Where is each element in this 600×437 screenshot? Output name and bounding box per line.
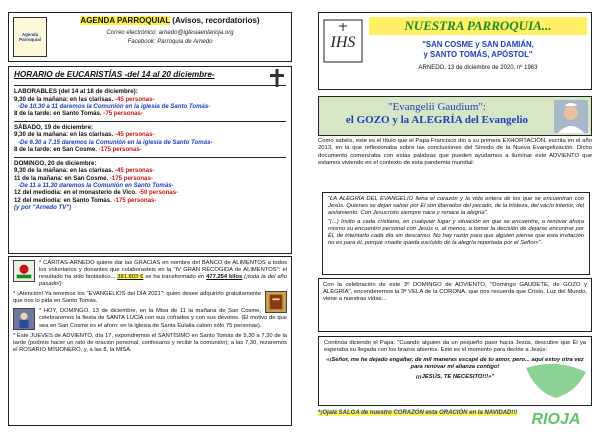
- schedule-line: 8 de la tarde: en Santo Tomás. -75 personas-: [14, 110, 143, 118]
- newsletter-title: NUESTRA PARROQUIA...: [369, 17, 587, 35]
- schedule-line: 9,30 de la mañana: en las clarisas. -45 personas-: [14, 167, 155, 175]
- schedule-sections: [14, 85, 286, 212]
- notice-santa-lucia: * HOY, DOMINGO, 13 de diciembre, en la Misa de 11 la mañana de San Cosme, celebraremos la fiesta de SANTA LUCÍA con sus cofrades y con sus devotos. (El motivo de que sea en San Cosme es el aforo: en la iglesia de Santa Eulalia caben sólo 75 personas).: [13, 308, 287, 329]
- intro-text: Como sabéis, este es el título que el Papa Francisco dio a su primera EXHORTACIÓN, escrita en el año 2013, en la que reflexionaba sobre las conclusiones del Sínodo de la Nueva Evangelización. Dicho documento comenzaba con estas palabras que pueden ayudarnos a iluminar este ADVIENTO que estamos viviendo en el contexto de esta pandemia mundial:: [318, 138, 592, 166]
- schedule-line: 8 de la tarde: en San Cosme. -175 personas-: [14, 146, 142, 154]
- gaudete-box: Con la celebración de este 3º DOMINGO de ADVIENTO, "Domingo GAUDETE, de GOZO y ALEGRÍA", encenderemos la 3ª VELA de la CORONA, que nos recuerda que Cristo, Luz del Mundo, viene a nuestras vidas...: [318, 278, 592, 332]
- schedule-line: 12 del mediodía: en el monasterio de Vico. -50 personas-: [14, 189, 179, 197]
- notice-evangelios: * ¡Atención! Ya tenemos los "EVANGELIOS del DÍA 2021": quien desee adquirirlo gratuitamente que nos lo pida en Santo Tomás.: [13, 291, 287, 305]
- schedule-line: 12 del mediodía: en Santo Tomás. -175 personas-: [14, 196, 157, 204]
- mass-schedule: [8, 66, 292, 254]
- ihs-monogram-icon: [323, 19, 363, 63]
- schedule-line: -De 10.30 a 11 daremos la Comunión en la iglesia de Santo Tomás-: [18, 102, 211, 110]
- facebook-line: Facebook: Parroquia de Arnedo: [127, 39, 213, 45]
- schedule-line: -De 11 a 11.30 daremos la Comunión en Santo Tomás-: [18, 182, 174, 190]
- left-page: [4, 6, 296, 431]
- exhortation-quote: "LA ALEGRÍA DEL EVANGELIO llena el corazón y la vida entera de los que se encuentran con Jesús. Quienes se dejan salvar por Él son liberados del pecado, de la tristeza, del vacío interior, del aislamiento. Con Jesucristo siempre nace y renace la alegría". "(...) Invito a cada cristiano, en cualquier lugar y situación en que se encuentre, a renovar ahora mismo su encuentro personal con Jesús o, al menos, a tomar la decisión de dejarse encontrar por Él, de intentarlo cada día sin descanso. No hay razón para que alguien piense que esta invitación no es para él, porque «nadie queda excluido de la alegría reportada por el Señor»".: [322, 192, 590, 275]
- monogram-text: IHS: [330, 34, 356, 51]
- banner-title: "Evangelii Gaudium": el GOZO y la ALEGRÍA del Evangelio: [345, 101, 529, 127]
- santa-lucia-image: [13, 308, 35, 330]
- schedule-section: [14, 121, 286, 154]
- notices: [8, 256, 292, 426]
- schedule-section: [14, 85, 286, 118]
- parish-name: "SAN COSME y SAN DAMIÁN, y SANTO TOMÁS, APÓSTOL": [422, 40, 534, 59]
- notice-adviento: * Este JUEVES de ADVIENTO, día 17, expondremos el SANTÍSIMO en Santo Tomás de 5,30 a 7,30 de la tarde (podréis hacer un rato de oración personal, confesaros y recibir la comunión); a las 7,30, rezaremos el ROSARIO MISIONERO, y, a las 8, la MISA.: [13, 332, 287, 353]
- schedule-line: -De 6.30 a 7.15 daremos la Comunión en la iglesia de Santo Tomás-: [18, 138, 213, 146]
- pope-photo: [554, 100, 588, 133]
- section-heading: DOMINGO, 20 de diciembre:: [14, 157, 286, 168]
- schedule-line: 9,30 de la mañana: en las clarisas. -45 personas-: [14, 95, 155, 103]
- schedule-line: 9,30 de la mañana: en las clarisas. -45 personas-: [14, 131, 155, 139]
- issue-date: ARNEDO, 13 de diciembre de 2020, nº 1963: [418, 65, 538, 71]
- caritas-image: [13, 260, 35, 282]
- watermark-text: RIOJA: [531, 411, 581, 428]
- rioja-watermark: [516, 360, 596, 434]
- agenda-header: [8, 12, 292, 62]
- notice-caritas: * CÁRITAS-ARNEDO quiere dar las GRACIAS en nombre del BANCO de ALIMENTOS a todos los voluntarios y donantes que colaborasteis en la "IV GRAN RECOGIDA de ALIMENTOS": el resultado ha sido fantástico... 381.803 € se ha transformado en 477.254 kilos (¡toda la del año pasado!): [13, 260, 287, 288]
- schedule-line: 11 de la mañana: en San Cosme. -175 personas-: [14, 174, 153, 182]
- evangelii-gaudium-banner: [318, 96, 592, 136]
- section-heading: SÁBADO, 19 de diciembre:: [14, 121, 286, 132]
- agenda-title: AGENDA PARROQUIAL (Avisos, recordatorios): [80, 16, 260, 25]
- email-line: Correo electrónico: arnedo@iglesiaenlarioja.org: [106, 30, 234, 36]
- agenda-logo: Agenda Parroquial: [13, 17, 47, 57]
- schedule-title: HORARIO de EUCARISTÍAS -del 14 al 20 diciembre-: [14, 70, 215, 79]
- footer-prayer: *¡Ojalá SALGA de nuestro CORAZÓN esta ORACIÓN en la NAVIDAD!!!: [318, 410, 518, 416]
- section-heading: LABORABLES (del 14 al 18 de diciembre):: [14, 85, 286, 96]
- final-quote: Continúa diciendo el Papa: "Cuando alguien da un pequeño paso hacia Jesús, descubre que Él ya esperaba su llegada con los brazos abiertos. Este es el momento para decirle a Jesús: «¡Señor, me he dejado engañar, de mil maneras escapé de tu amor, pero... aquí estoy otra vez para renovar mi alianza contigo! ¡¡¡JESÚS, TE NECESITO!!!»": [318, 336, 592, 406]
- schedule-line: (y por "Arnedo TV"): [14, 204, 72, 212]
- cross-icon: [269, 69, 285, 87]
- parish-header: [318, 12, 592, 90]
- schedule-section: [14, 157, 286, 212]
